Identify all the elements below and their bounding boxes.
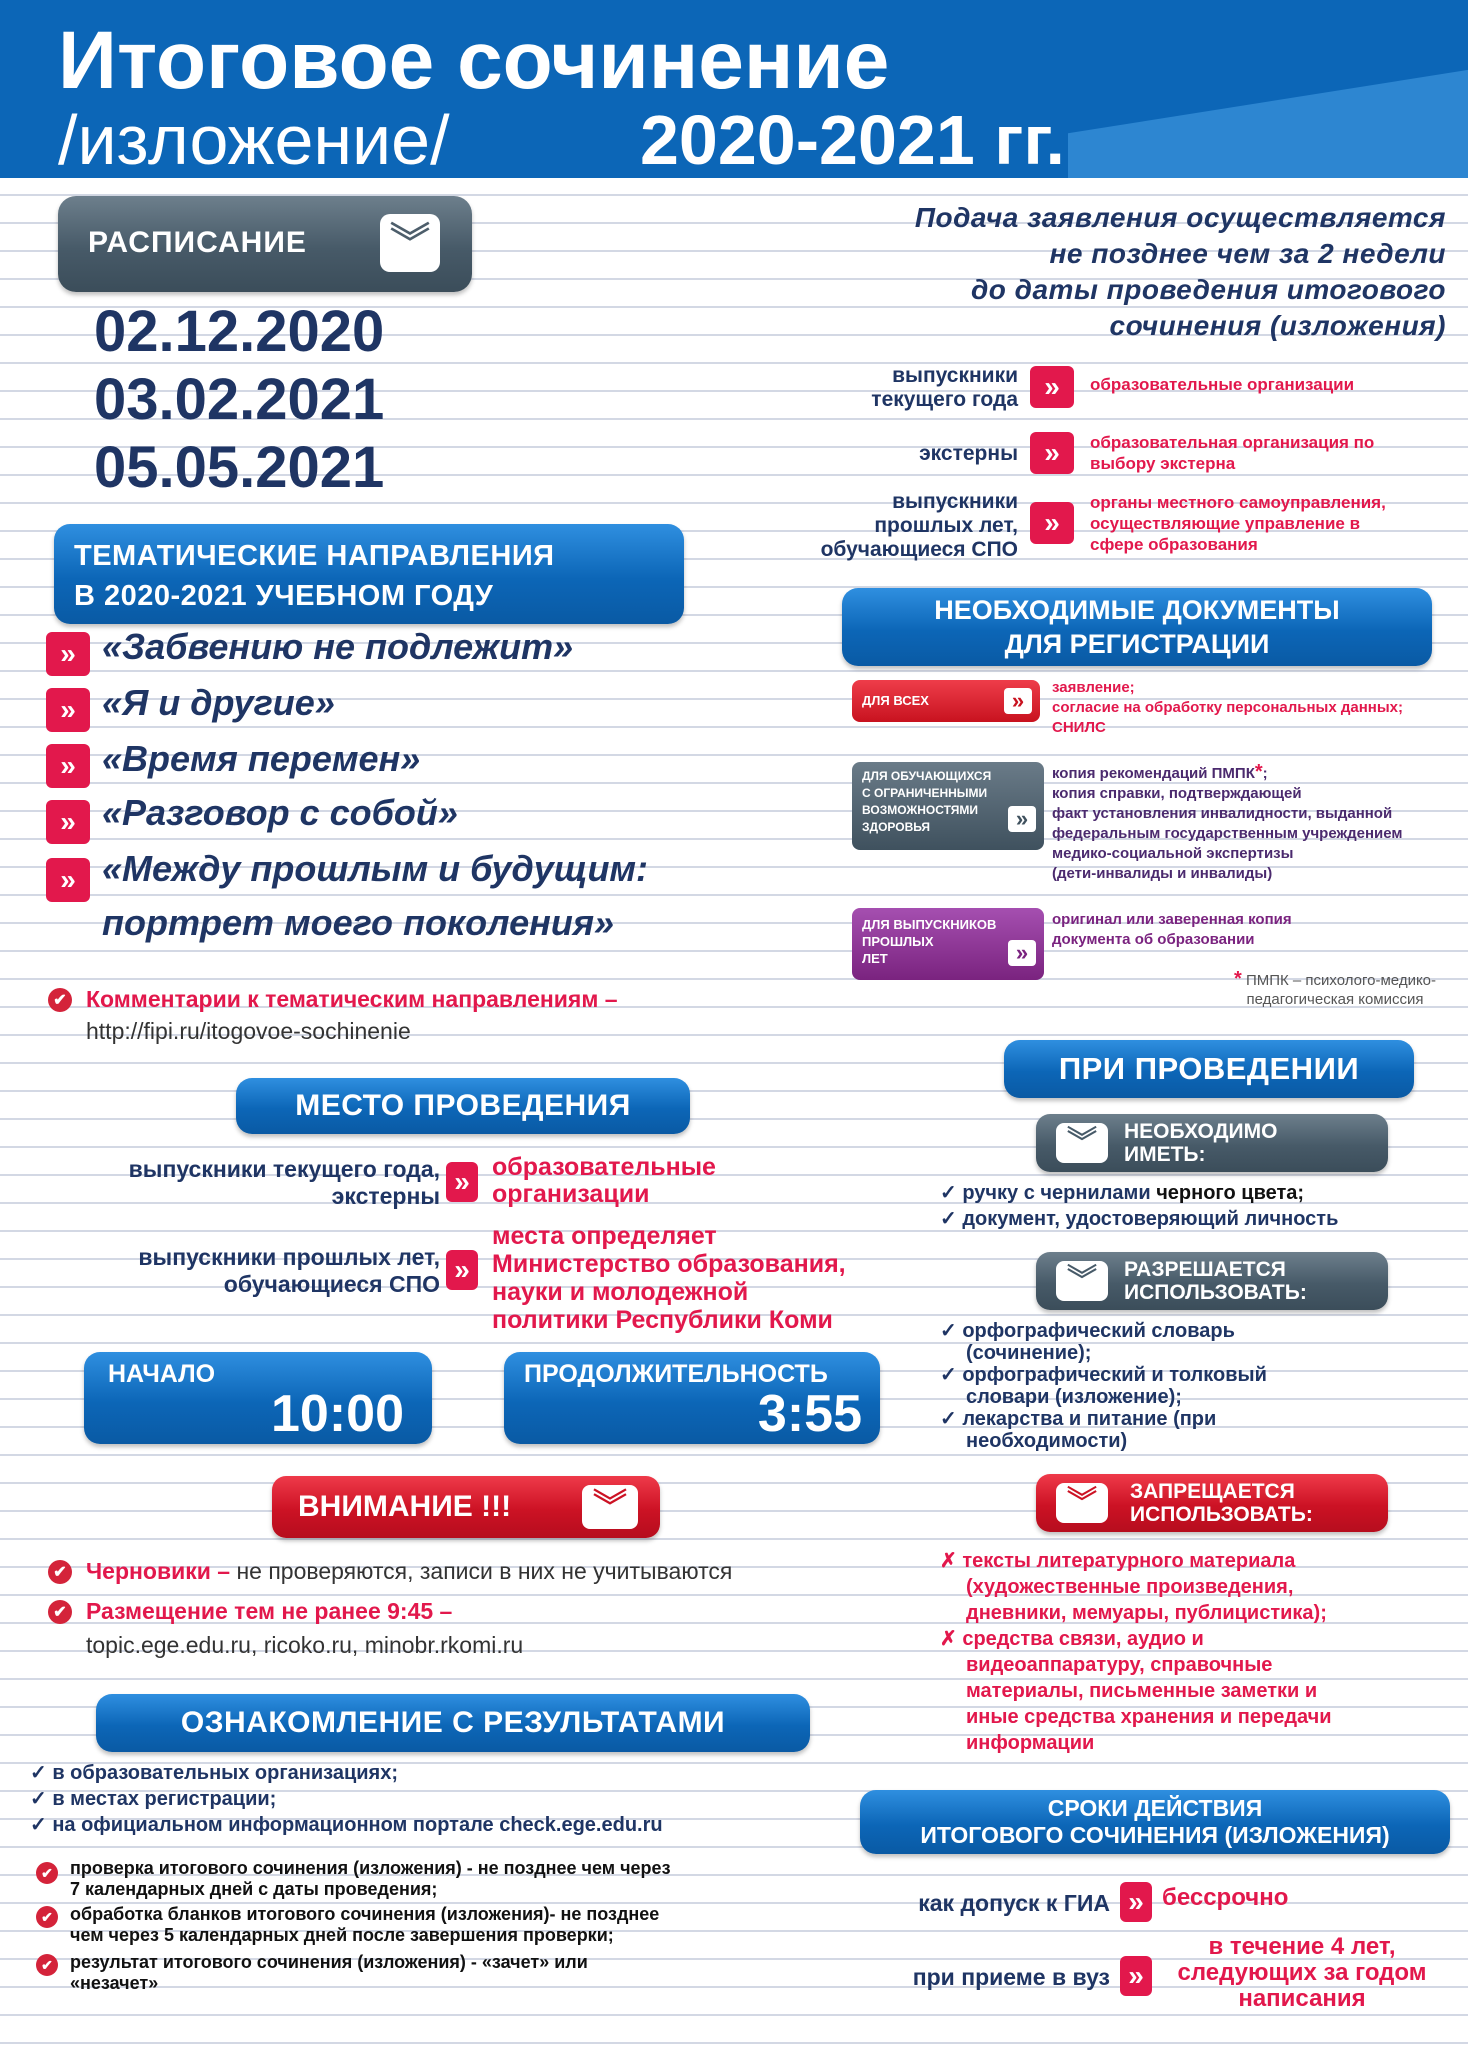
schedule-date-1: 02.12.2020 bbox=[94, 299, 385, 364]
schedule-date-2: 03.02.2021 bbox=[94, 367, 385, 432]
who-line: выпускники bbox=[892, 364, 1018, 387]
where-line: выбору экстерна bbox=[1090, 454, 1236, 473]
double-chevron-icon: ︾ bbox=[1056, 1261, 1108, 1301]
check-icon: ✔ bbox=[36, 1906, 58, 1928]
venue-title-text: МЕСТО ПРОВЕДЕНИЯ bbox=[295, 1089, 631, 1122]
who-line: обучающиеся СПО bbox=[223, 1271, 440, 1297]
venue-who-2 bbox=[20, 1244, 440, 1298]
arrow-icon: » bbox=[1008, 940, 1036, 966]
where-line: осуществляющие управление в bbox=[1090, 514, 1361, 533]
who-line: прошлых лет, bbox=[874, 514, 1018, 537]
allowed-item: орфографический и толковый bbox=[962, 1364, 1267, 1386]
arrow-icon: » bbox=[1120, 1882, 1152, 1922]
doc-text-line: федеральным государственным учреждением bbox=[1052, 825, 1403, 842]
footnote-star: * bbox=[1254, 761, 1263, 783]
tick-icon: ✓ bbox=[30, 1788, 47, 1810]
arrow-icon: » bbox=[1008, 806, 1036, 832]
need-label-line: ИМЕТЬ: bbox=[1124, 1143, 1206, 1166]
check-icon: ✔ bbox=[48, 1600, 72, 1624]
arrow-icon: » bbox=[46, 800, 90, 844]
forbidden-item: иные средства хранения и передачи bbox=[966, 1706, 1332, 1728]
tick-icon: ✓ bbox=[30, 1762, 47, 1784]
start-time-box bbox=[84, 1352, 432, 1444]
note-line: до даты проведения итогового bbox=[970, 274, 1446, 305]
application-who-2 bbox=[760, 442, 1018, 466]
duration-label: ПРОДОЛЖИТЕЛЬНОСТЬ bbox=[524, 1360, 828, 1388]
doc-text-line: копия справки, подтверждающей bbox=[1052, 785, 1302, 802]
arrow-icon: » bbox=[1030, 366, 1074, 408]
where-line: органы местного самоуправления, bbox=[1090, 493, 1386, 512]
results-where bbox=[30, 1760, 663, 1838]
theme-item-5-cont: портрет моего поколения» bbox=[102, 902, 615, 943]
double-chevron-icon: ︾ bbox=[1056, 1123, 1108, 1163]
doc-text-line: заявление; bbox=[1052, 679, 1135, 696]
where-line: сфере образования bbox=[1090, 535, 1258, 554]
where-line: Министерство образования, bbox=[492, 1250, 846, 1278]
forbidden-item: тексты литературного материала bbox=[962, 1550, 1296, 1572]
documents-title-line: НЕОБХОДИМЫЕ ДОКУМЕНТЫ bbox=[934, 595, 1340, 625]
forbidden-item: видеоаппаратуру, справочные bbox=[966, 1654, 1273, 1676]
term-line: результат итогового сочинения (изложения) - «зачет» или bbox=[70, 1952, 588, 1972]
forbidden-label bbox=[1036, 1474, 1388, 1532]
doc-text-line: документа об образовании bbox=[1052, 931, 1255, 948]
check-icon: ✔ bbox=[36, 1954, 58, 1976]
tick-icon: ✓ bbox=[940, 1364, 957, 1386]
doc-text-line: копия рекомендаций ПМПК bbox=[1052, 765, 1255, 782]
validity-title bbox=[860, 1790, 1450, 1854]
conduct-title-text: ПРИ ПРОВЕДЕНИИ bbox=[1058, 1051, 1360, 1086]
note-line: Подача заявления осуществляется bbox=[914, 202, 1446, 233]
arrow-icon: » bbox=[446, 1250, 478, 1290]
schedule-button-label: РАСПИСАНИЕ bbox=[88, 226, 307, 259]
schedule-button[interactable] bbox=[58, 196, 472, 292]
forbidden-label-line: ЗАПРЕЩАЕТСЯ bbox=[1130, 1480, 1295, 1503]
attention-rest: не проверяются, записи в них не учитываются bbox=[230, 1558, 733, 1584]
application-who-1 bbox=[760, 364, 1018, 412]
title-line-1: Итоговое сочинение bbox=[58, 15, 890, 106]
who-line: текущего года bbox=[871, 388, 1018, 411]
allowed-item: орфографический словарь bbox=[962, 1320, 1235, 1342]
arrow-icon: » bbox=[46, 858, 90, 902]
validity-line: следующих за годом bbox=[1177, 1959, 1427, 1986]
documents-title-line: ДЛЯ РЕГИСТРАЦИИ bbox=[1004, 629, 1270, 659]
doc-group-all bbox=[852, 680, 1040, 722]
term-line: чем через 5 календарных дней после завершения проверки; bbox=[70, 1925, 614, 1945]
attention-sites[interactable]: topic.ege.edu.ru, ricoko.ru, minobr.rkomi.ru bbox=[86, 1632, 524, 1658]
themes-title-line: В 2020-2021 УЧЕБНОМ ГОДУ bbox=[74, 580, 494, 612]
theme-item-5: «Между прошлым и будущим: bbox=[102, 848, 649, 889]
doc-group-label: ЛЕТ bbox=[862, 951, 888, 966]
tick-icon: ✓ bbox=[30, 1814, 47, 1836]
forbidden-item: дневники, мемуары, публицистика); bbox=[966, 1602, 1327, 1624]
themes-title-line: ТЕМАТИЧЕСКИЕ НАПРАВЛЕНИЯ bbox=[74, 540, 555, 572]
allowed-label-line: ИСПОЛЬЗОВАТЬ: bbox=[1124, 1281, 1307, 1304]
theme-item-4: «Разговор с собой» bbox=[102, 792, 458, 833]
footnote-line: ПМПК – психолого-медико- bbox=[1245, 972, 1437, 989]
title-years: 2020-2021 гг. bbox=[640, 101, 1065, 179]
results-title-text: ОЗНАКОМЛЕНИЕ С РЕЗУЛЬТАТАМИ bbox=[180, 1706, 726, 1739]
validity-line: в течение 4 лет, bbox=[1208, 1933, 1396, 1960]
check-icon: ✔ bbox=[36, 1862, 58, 1884]
forbidden-item: средства связи, аудио и bbox=[962, 1628, 1204, 1650]
duration-value: 3:55 bbox=[757, 1385, 862, 1443]
doc-group-label: С ОГРАНИЧЕННЫМИ bbox=[862, 786, 988, 800]
theme-item-3: «Время перемен» bbox=[102, 738, 421, 779]
results-where-line: в местах регистрации; bbox=[52, 1788, 277, 1810]
results-term-3 bbox=[70, 1952, 588, 1994]
attention-item-2: Размещение тем не ранее 9:45 – bbox=[86, 1598, 453, 1624]
application-where-1 bbox=[1090, 374, 1354, 395]
validity-who-2: при приеме в вуз bbox=[912, 1964, 1110, 1990]
allowed-item: (сочинение); bbox=[966, 1342, 1092, 1364]
attention-title bbox=[272, 1476, 660, 1538]
doc-group-label: ЗДОРОВЬЯ bbox=[862, 820, 931, 834]
footnote-star: * bbox=[1233, 968, 1242, 990]
forbidden-item: материалы, письменные заметки и bbox=[966, 1680, 1318, 1702]
venue-who-1 bbox=[20, 1156, 440, 1210]
arrow-icon: » bbox=[446, 1162, 478, 1202]
results-where-line: на официальном информационном портале check.ege.edu.ru bbox=[52, 1814, 663, 1836]
doc-text-line: СНИЛС bbox=[1052, 719, 1106, 736]
conduct-title bbox=[1004, 1040, 1414, 1098]
note-line: не позднее чем за 2 недели bbox=[1049, 238, 1446, 269]
themes-title bbox=[54, 524, 684, 624]
validity-title-line: ИТОГОВОГО СОЧИНЕНИЯ (ИЗЛОЖЕНИЯ) bbox=[920, 1822, 1390, 1848]
need-item: ручку с чернилами bbox=[962, 1182, 1157, 1204]
tick-icon: ✓ bbox=[940, 1408, 957, 1430]
validity-title-line: СРОКИ ДЕЙСТВИЯ bbox=[1047, 1795, 1263, 1821]
results-where-line: в образовательных организациях; bbox=[52, 1762, 399, 1784]
themes-comment-label: Комментарии к тематическим направлениям – bbox=[86, 986, 618, 1012]
term-line: проверка итогового сочинения (изложения) - не позднее чем через bbox=[70, 1858, 671, 1878]
who-line: выпускники прошлых лет, bbox=[138, 1244, 440, 1270]
need-item: документ, удостоверяющий личность bbox=[962, 1208, 1339, 1230]
where-line: образовательные организации bbox=[1090, 375, 1355, 394]
double-chevron-icon: ︾ bbox=[1056, 1483, 1108, 1523]
term-line: обработка бланков итогового сочинения (изложения)- не позднее bbox=[70, 1904, 660, 1924]
need-item-emph: черного цвета; bbox=[1156, 1182, 1305, 1204]
who-line: экстерны bbox=[919, 442, 1018, 465]
where-line: организации bbox=[492, 1180, 650, 1208]
who-line: экстерны bbox=[331, 1183, 440, 1209]
validity-what-2 bbox=[1162, 1934, 1442, 2012]
start-time-value: 10:00 bbox=[271, 1385, 404, 1443]
where-line: образовательные bbox=[492, 1153, 716, 1181]
doc-text-line: оригинал или заверенная копия bbox=[1052, 911, 1292, 928]
term-line: 7 календарных дней с даты проведения; bbox=[70, 1879, 438, 1899]
forbidden-label-line: ИСПОЛЬЗОВАТЬ: bbox=[1130, 1503, 1313, 1526]
allowed-item: лекарства и питание (при bbox=[962, 1408, 1217, 1430]
doc-text-line: (дети-инвалиды и инвалиды) bbox=[1052, 865, 1273, 882]
results-term-2 bbox=[70, 1904, 659, 1946]
doc-group-past bbox=[852, 908, 1044, 980]
venue-where-1 bbox=[492, 1154, 716, 1208]
start-time-label: НАЧАЛО bbox=[108, 1360, 216, 1388]
allowed-item: необходимости) bbox=[966, 1430, 1128, 1452]
doc-text-line: согласие на обработку персональных данных; bbox=[1052, 699, 1403, 716]
who-line: выпускники bbox=[892, 490, 1018, 513]
who-line: обучающиеся СПО bbox=[820, 538, 1018, 561]
arrow-icon: » bbox=[46, 744, 90, 788]
validity-what-1: бессрочно bbox=[1162, 1884, 1289, 1911]
tick-icon: ✓ bbox=[940, 1320, 957, 1342]
tick-icon: ✓ bbox=[940, 1208, 957, 1230]
forbidden-item: информации bbox=[966, 1732, 1095, 1754]
schedule-date-3: 05.05.2021 bbox=[94, 435, 385, 500]
term-line: «незачет» bbox=[70, 1973, 159, 1993]
doc-group-all-text bbox=[1052, 678, 1403, 738]
attention-red: Черновики – bbox=[86, 1558, 231, 1584]
cross-icon: ✗ bbox=[940, 1550, 957, 1572]
note-line: сочинения (изложения) bbox=[1109, 310, 1446, 341]
check-icon: ✔ bbox=[48, 988, 72, 1012]
attention-title-text: ВНИМАНИЕ !!! bbox=[298, 1490, 512, 1523]
forbidden-item: (художественные произведения, bbox=[966, 1576, 1294, 1598]
where-line: науки и молодежной bbox=[492, 1278, 749, 1306]
application-where-3 bbox=[1090, 492, 1386, 555]
doc-group-label: ДЛЯ ВСЕХ bbox=[862, 693, 929, 708]
doc-group-disabled-text: копия рекомендаций ПМПК*; копия справки, подтверждающей факт установления инвалидности, выданной федеральным государственным учреждением медико-социальной экспертизы (дети-инвалиды и инвалиды) bbox=[1052, 761, 1403, 882]
doc-group-label: ВОЗМОЖНОСТЯМИ bbox=[862, 803, 979, 817]
arrow-icon: » bbox=[46, 688, 90, 732]
allowed-label bbox=[1036, 1252, 1388, 1310]
title-line-2: /изложение/ bbox=[58, 101, 450, 179]
themes-comment-link[interactable]: http://fipi.ru/itogovoe-sochinenie bbox=[86, 1018, 411, 1044]
where-line: политики Республики Коми bbox=[492, 1306, 833, 1334]
where-line: места определяет bbox=[492, 1222, 717, 1250]
need-label-line: НЕОБХОДИМО bbox=[1124, 1120, 1278, 1143]
doc-text-line: медико-социальной экспертизы bbox=[1052, 845, 1294, 862]
validity-who-1: как допуск к ГИА bbox=[918, 1890, 1110, 1916]
doc-group-past-text bbox=[1052, 910, 1292, 950]
footnote-line: педагогическая комиссия bbox=[1246, 991, 1424, 1008]
where-line: образовательная организация по bbox=[1090, 433, 1375, 452]
venue-where-2 bbox=[492, 1222, 846, 1334]
check-icon: ✔ bbox=[48, 1560, 72, 1584]
application-where-2 bbox=[1090, 432, 1374, 474]
arrow-icon: » bbox=[1004, 688, 1032, 714]
need-label bbox=[1036, 1114, 1388, 1172]
application-who-3 bbox=[700, 490, 1018, 562]
tick-icon: ✓ bbox=[940, 1182, 957, 1204]
doc-group-label: ДЛЯ ОБУЧАЮЩИХСЯ bbox=[862, 769, 992, 783]
cross-icon: ✗ bbox=[940, 1628, 957, 1650]
arrow-icon: » bbox=[46, 632, 90, 676]
arrow-icon: » bbox=[1030, 502, 1074, 544]
allowed-label-line: РАЗРЕШАЕТСЯ bbox=[1124, 1258, 1286, 1281]
doc-group-label: ДЛЯ ВЫПУСКНИКОВ bbox=[862, 917, 997, 932]
doc-text-line: факт установления инвалидности, выданной bbox=[1052, 805, 1393, 822]
venue-title bbox=[236, 1078, 690, 1134]
arrow-icon: » bbox=[1030, 432, 1074, 474]
documents-footnote bbox=[1210, 970, 1460, 1009]
validity-line: написания bbox=[1238, 1985, 1366, 2012]
allowed-item: словари (изложение); bbox=[966, 1386, 1182, 1408]
results-term-1 bbox=[70, 1858, 671, 1900]
attention-item-1 bbox=[86, 1558, 732, 1585]
forbidden-items bbox=[940, 1548, 1332, 1756]
application-note bbox=[806, 200, 1446, 344]
double-chevron-icon: ︾ bbox=[582, 1485, 638, 1529]
theme-item-2: «Я и другие» bbox=[102, 682, 335, 723]
need-items bbox=[940, 1180, 1338, 1232]
documents-title bbox=[842, 588, 1432, 666]
duration-box bbox=[504, 1352, 880, 1444]
theme-item-1: «Забвению не подлежит» bbox=[102, 626, 574, 667]
results-title bbox=[96, 1694, 810, 1752]
arrow-icon: » bbox=[1120, 1956, 1152, 1996]
who-line: выпускники текущего года, bbox=[128, 1156, 440, 1182]
allowed-items bbox=[940, 1320, 1267, 1452]
doc-group-disabled bbox=[852, 762, 1044, 850]
double-chevron-icon: ︾ bbox=[380, 214, 440, 272]
doc-group-label: ПРОШЛЫХ bbox=[862, 934, 934, 949]
